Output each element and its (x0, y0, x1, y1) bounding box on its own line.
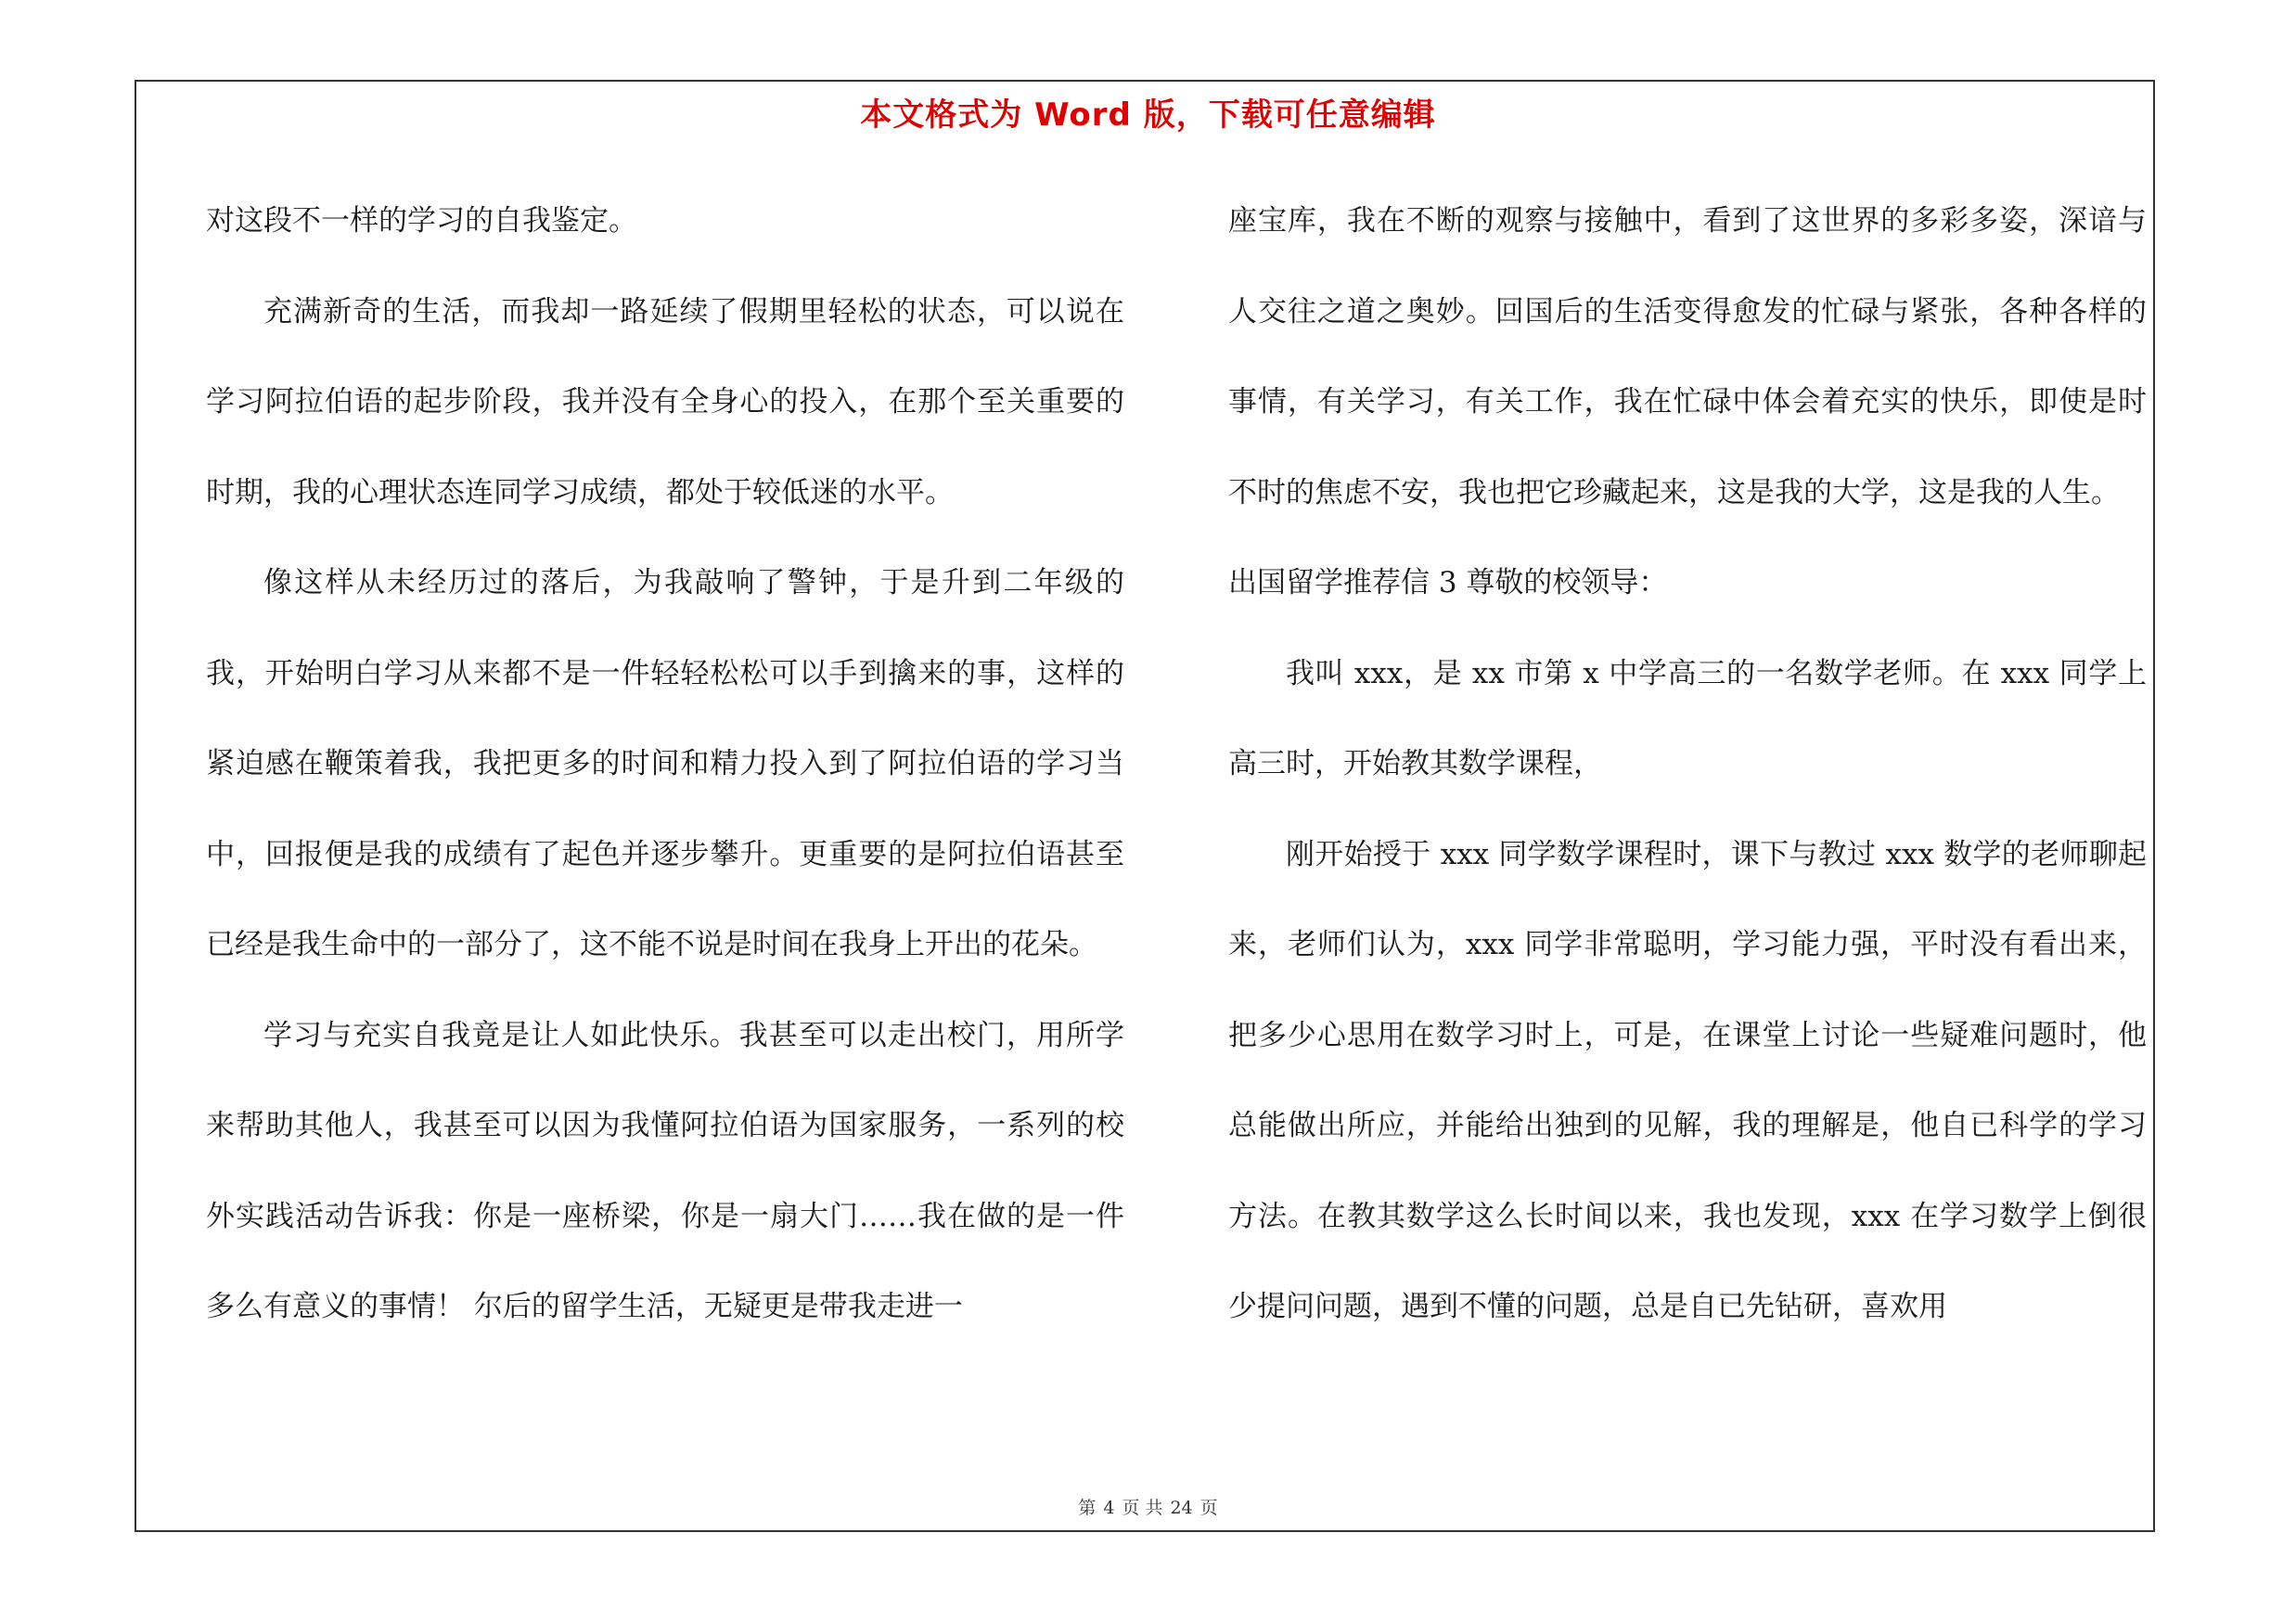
header-banner-text: 本文格式为 Word 版，下载可任意编辑 (860, 97, 1436, 134)
page-prefix: 第 (1078, 1498, 1097, 1518)
left-column (206, 176, 1124, 1353)
paragraph: 对这段不一样的学习的自我鉴定。 (206, 204, 637, 238)
header-banner (0, 89, 2296, 135)
paragraph: 学习与充实自我竟是让人如此快乐。我甚至可以走出校门，用所学来帮助其他人，我甚至可以因为我懂阿拉伯语为国家服务，一系列的校外实践活动告诉我：你是一座桥梁，你是一扇大门……我在做的是一件多么有意义的事情！ 尔后的留学生活，无疑更是带我走进一 (206, 1018, 1124, 1323)
right-column (1228, 176, 2147, 1353)
page-mid: 页 共 (1122, 1498, 1163, 1518)
page-number: 4 (1103, 1498, 1115, 1518)
section-heading: 出国留学推荐信 3 尊敬的校领导： (1228, 566, 1668, 599)
paragraph: 充满新奇的生活，而我却一路延续了假期里轻松的状态，可以说在学习阿拉伯语的起步阶段，我并没有全身心的投入，在那个至关重要的时期，我的心理状态连同学习成绩，都处于较低迷的水平。 (206, 294, 1124, 509)
page-total: 24 (1170, 1498, 1193, 1518)
paragraph: 刚开始授于 xxx 同学数学课程时，课下与教过 xxx 数学的老师聊起来，老师们认为，xxx 同学非常聪明，学习能力强，平时没有看出来，把多少心思用在数学习时上，可是，在课堂上讨论一些疑难问题时，他总能做出所应，并能给出独到的见解，我的理解是，他自已科学的学习方法。在教其数学这么长时间以来，我也发现，xxx 在学习数学上倒很少提问问题，遇到不懂的问题，总是自已先钻研，喜欢用 (1228, 837, 2147, 1323)
paragraph: 我叫 xxx，是 xx 市第 x 中学高三的一名数学老师。在 xxx 同学上高三时，开始教其数学课程， (1228, 656, 2147, 780)
paragraph: 座宝库，我在不断的观察与接触中，看到了这世界的多彩多姿，深谙与人交往之道之奥妙。回国后的生活变得愈发的忙碌与紧张，各种各样的事情，有关学习，有关工作，我在忙碌中体会着充实的快乐，即使是时不时的焦虑不安，我也把它珍藏起来，这是我的大学，这是我的人生。 (1228, 204, 2147, 509)
page-suffix: 页 (1199, 1498, 1218, 1518)
paragraph: 像这样从未经历过的落后，为我敲响了警钟，于是升到二年级的我，开始明白学习从来都不是一件轻轻松松可以手到擒来的事，这样的紧迫感在鞭策着我，我把更多的时间和精力投入到了阿拉伯语的学习当中，回报便是我的成绩有了起色并逐步攀升。更重要的是阿拉伯语甚至已经是我生命中的一部分了，这不能不说是时间在我身上开出的花朵。 (206, 566, 1124, 961)
page-footer (0, 1494, 2296, 1519)
